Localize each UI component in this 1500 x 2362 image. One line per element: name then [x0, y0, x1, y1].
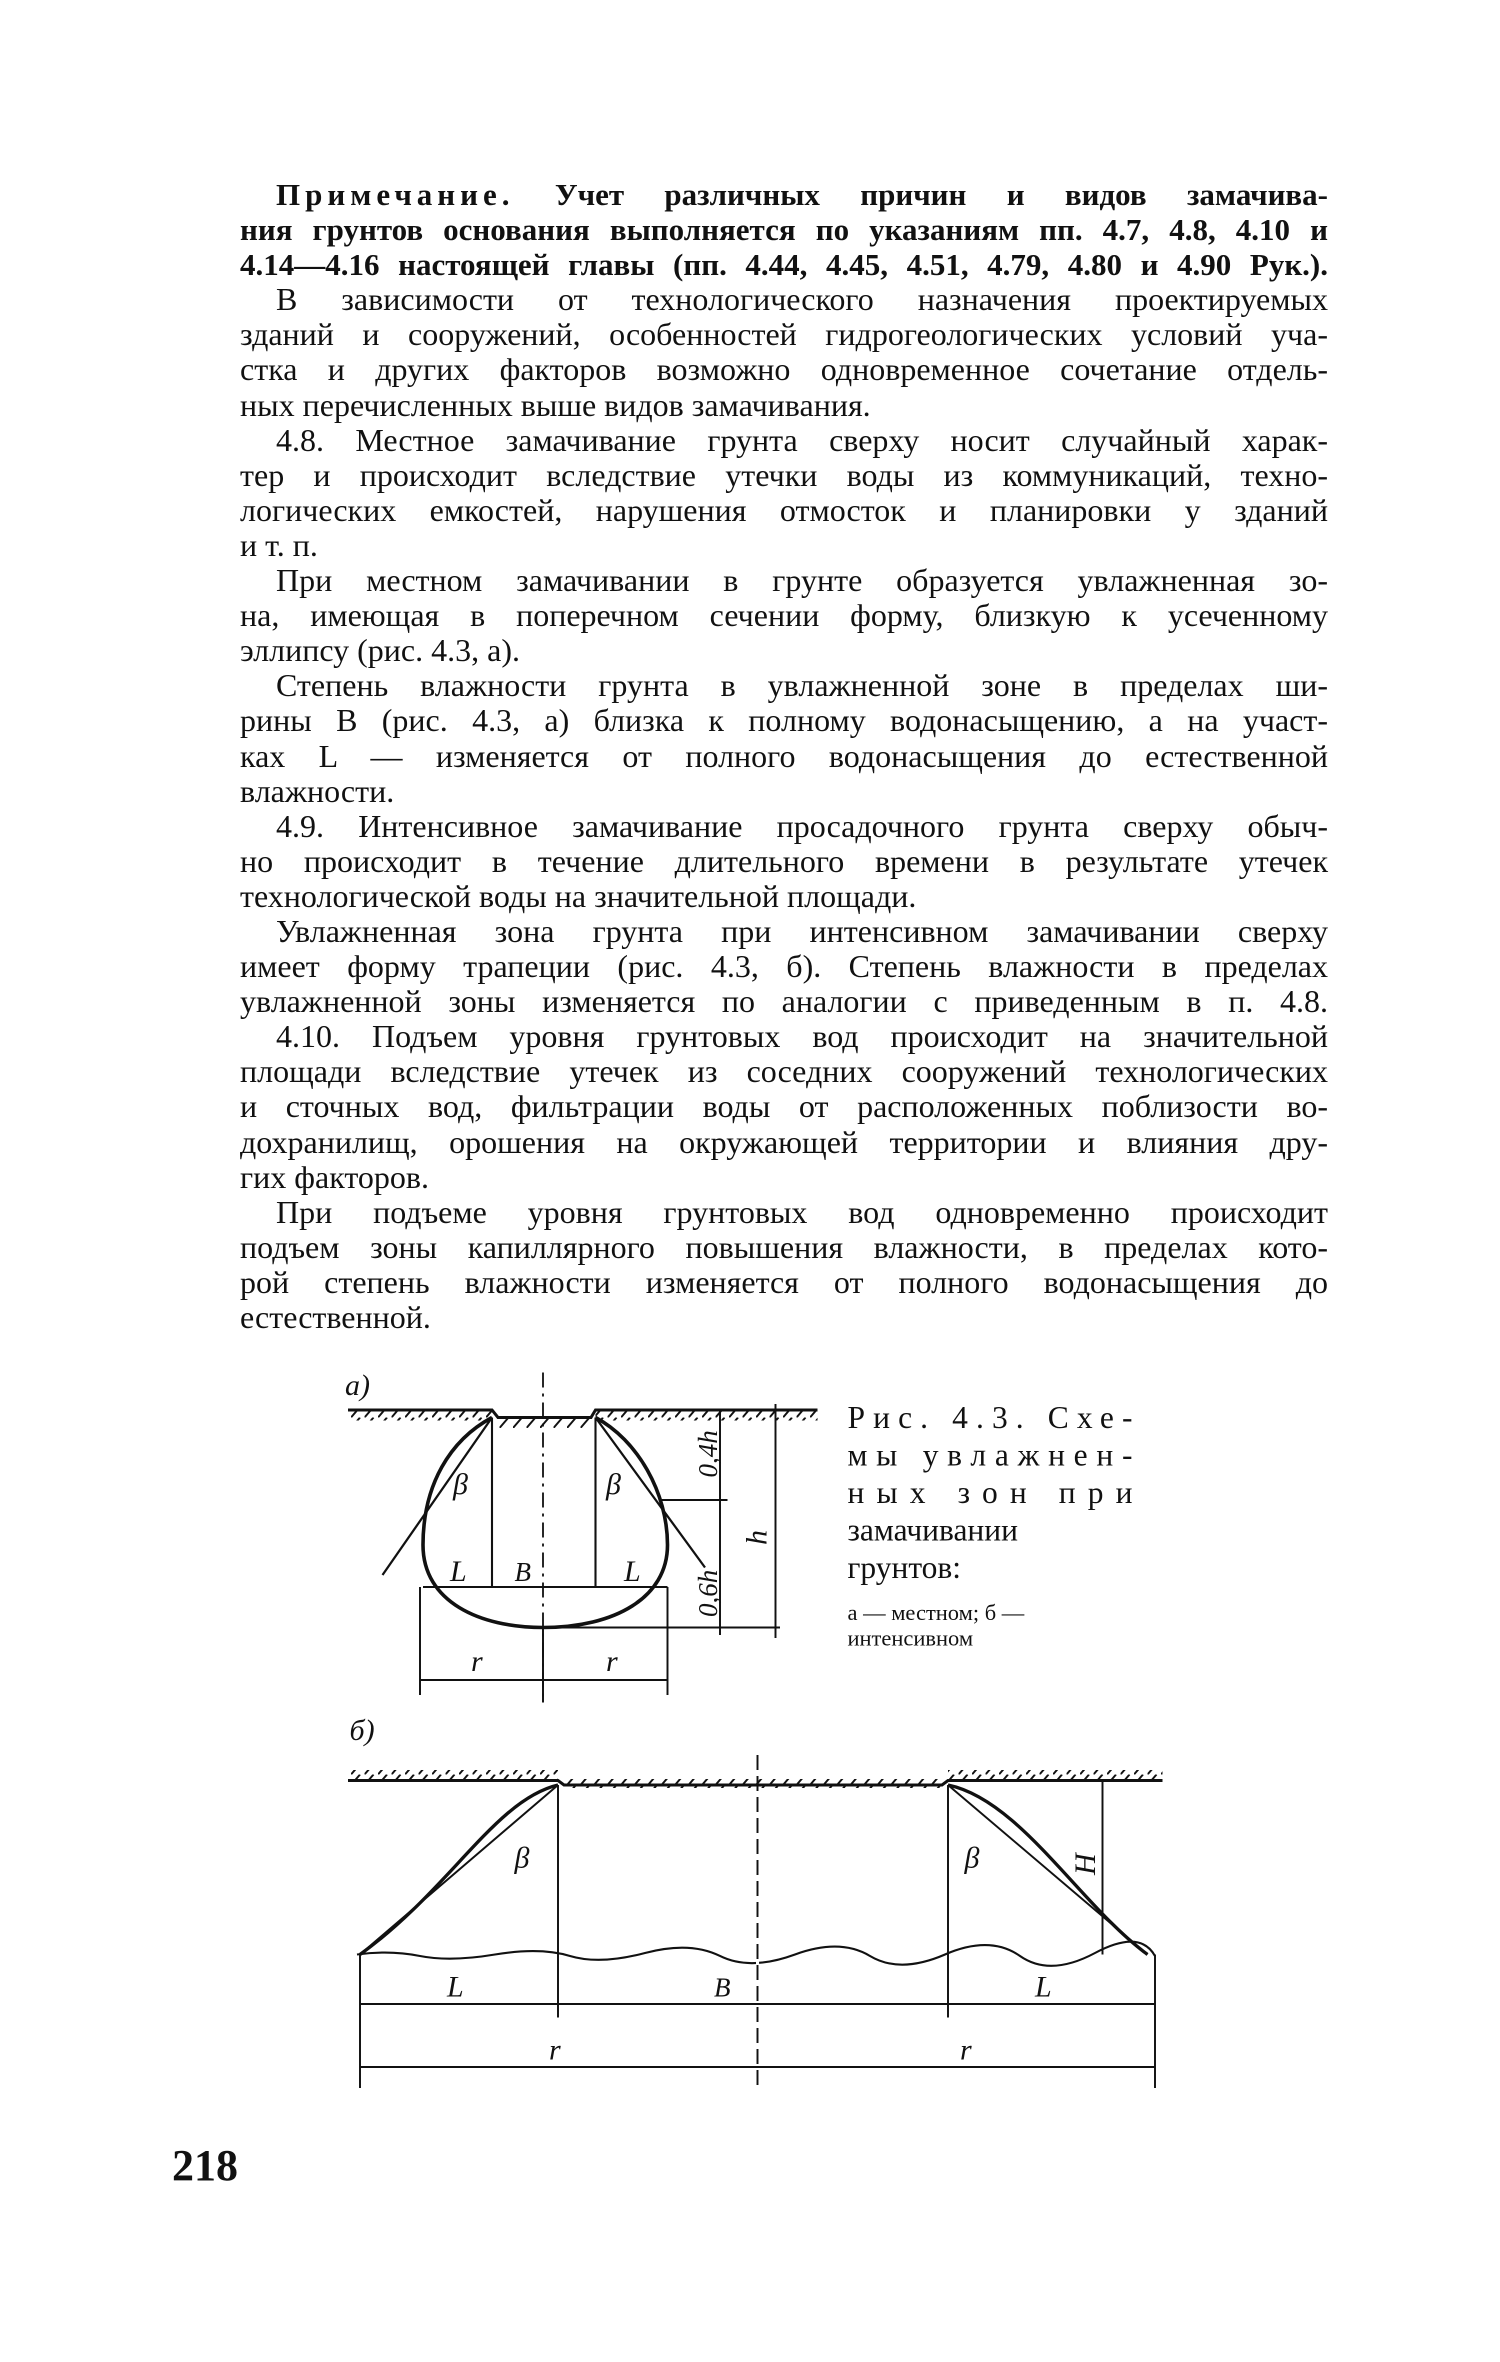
- note-line: ния грунтов основания выполняется по указаниям пп. 4.7, 4.8, 4.10 и: [240, 212, 1328, 248]
- note-label: Примечание.: [276, 177, 515, 212]
- text-line: 4.10. Подъем уровня грунтовых вод происходит на значительной: [276, 1018, 1328, 1055]
- text-line: естественной.: [240, 1299, 431, 1335]
- text-line: Увлажненная зона грунта при интенсивном замачивании сверху: [276, 912, 1328, 949]
- text-line: 4.9. Интенсивное замачивание просадочного грунта сверху обыч-: [276, 807, 1328, 844]
- beta-label: β: [514, 1841, 530, 1875]
- fig-b-label: б): [349, 1713, 375, 1747]
- text-line: площади вследствие утечек из соседних сооружений технологических: [240, 1053, 1328, 1090]
- text-line: гих факторов.: [240, 1158, 429, 1195]
- h-label: h: [740, 1529, 774, 1545]
- diagram-local-wetting: [345, 1369, 817, 1702]
- text-line: рины B (рис. 4.3, а) близка к полному водонасыщению, а на участ-: [240, 702, 1328, 739]
- h06-label: 0,6h: [693, 1569, 724, 1617]
- figure-caption: [847, 1400, 1132, 1650]
- r-label: r: [471, 1644, 483, 1678]
- text-line: логических емкостей, нарушения отмосток и планировки у зданий: [240, 491, 1328, 528]
- beta-label: β: [964, 1841, 980, 1875]
- text-line: ках L — изменяется от полного водонасыщения до естественной: [240, 737, 1328, 774]
- svg-text:интенсивном: интенсивном: [847, 1625, 974, 1651]
- diagram-intensive-wetting: [348, 1714, 1162, 2088]
- text-line: стка и других факторов возможно одновременное сочетание отдель-: [240, 351, 1328, 388]
- page-number: 218: [172, 2141, 238, 2190]
- text-line: рой степень влажности изменяется от полного водонасыщения до: [240, 1263, 1328, 1300]
- text-line: 4.8. Местное замачивание грунта сверху носит случайный харак-: [276, 421, 1328, 458]
- text-line: ных перечисленных выше видов замачивания.: [240, 386, 871, 423]
- b-label: B: [714, 1972, 731, 2003]
- text-line: и сточных вод, фильтрации воды от расположенных поблизости во-: [240, 1088, 1328, 1125]
- l-label: L: [624, 1554, 641, 1588]
- svg-text:замачивании: замачивании: [847, 1512, 1018, 1548]
- note-line: 4.14—4.16 настоящей главы (пп. 4.44, 4.45, 4.51, 4.79, 4.80 и 4.90 Рук.).: [240, 247, 1328, 283]
- text-line: При местном замачивании в грунте образуется увлажненная зо-: [276, 562, 1328, 599]
- l-label: L: [1034, 1970, 1052, 2004]
- r-label: r: [606, 1644, 618, 1678]
- text-line: тер и происходит вследствие утечки воды из коммуникаций, техно-: [240, 456, 1328, 493]
- note-line: Примечание. Учет различных причин и видов замачива-: [276, 177, 1328, 212]
- r-label: r: [959, 2033, 972, 2067]
- text-line: подъем зоны капиллярного повышения влажности, в пределах кото-: [240, 1228, 1328, 1265]
- fig-a-label: а): [345, 1368, 370, 1402]
- text-line: При подъеме уровня грунтовых вод одновременно происходит: [276, 1193, 1328, 1230]
- text-line: но происходит в течение длительного времени в результате утечек: [240, 842, 1328, 879]
- text-line: на, имеющая в поперечном сечении форму, близкую к усеченному: [240, 597, 1328, 634]
- svg-text:а — местном; б —: а — местном; б —: [847, 1599, 1025, 1625]
- text-line: влажности.: [240, 772, 395, 809]
- text-line: технологической воды на значительной площади.: [240, 877, 917, 914]
- beta-label: β: [453, 1467, 468, 1501]
- l-label: L: [447, 1970, 464, 2004]
- beta-label: β: [606, 1467, 621, 1501]
- text-line: имеет форму трапеции (рис. 4.3, б). Степень влажности в пределах: [240, 948, 1328, 985]
- svg-text:мы увлажнен-: мы увлажнен-: [847, 1437, 1133, 1473]
- l-label: L: [450, 1554, 467, 1588]
- svg-text:грунтов:: грунтов:: [847, 1549, 962, 1585]
- text-line: увлажненной зоны изменяется по аналогии с приведенным в п. 4.8.: [240, 983, 1328, 1020]
- svg-text:Рис. 4.3. Схе-: Рис. 4.3. Схе-: [847, 1399, 1133, 1435]
- h04-label: 0,4h: [693, 1430, 724, 1478]
- text-line: Степень влажности грунта в увлажненной зоне в пределах ши-: [276, 667, 1328, 704]
- svg-text:ных зон при: ных зон при: [847, 1474, 1133, 1510]
- text-line: и т. п.: [240, 526, 318, 563]
- h-label: H: [1068, 1853, 1102, 1875]
- text-line: эллипсу (рис. 4.3, а).: [240, 632, 520, 669]
- r-label: r: [549, 2033, 561, 2067]
- b-label: B: [514, 1556, 531, 1587]
- text-line: В зависимости от технологического назначения проектируемых: [276, 281, 1328, 318]
- text-line: дохранилищ, орошения на окружающей территории и влияния дру-: [240, 1123, 1328, 1160]
- text-line: зданий и сооружений, особенностей гидрогеологических условий уча-: [240, 316, 1328, 353]
